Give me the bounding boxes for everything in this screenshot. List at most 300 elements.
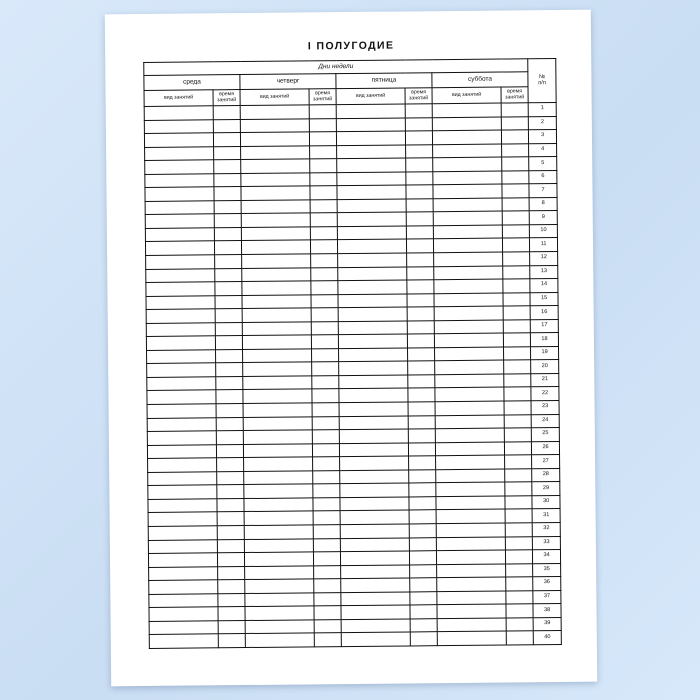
schedule-cell[interactable] (437, 591, 506, 605)
schedule-cell[interactable] (408, 429, 435, 443)
schedule-cell[interactable] (145, 241, 214, 255)
schedule-cell[interactable] (501, 103, 528, 117)
schedule-cell[interactable] (148, 485, 217, 499)
schedule-cell[interactable] (213, 133, 240, 147)
schedule-cell[interactable] (217, 485, 244, 499)
schedule-cell[interactable] (406, 226, 433, 240)
schedule-cell[interactable] (410, 605, 437, 619)
schedule-cell[interactable] (313, 511, 340, 525)
schedule-cell[interactable] (505, 509, 532, 523)
schedule-cell[interactable] (410, 578, 437, 592)
schedule-cell[interactable] (433, 144, 502, 158)
schedule-cell[interactable] (502, 157, 529, 171)
schedule-cell[interactable] (339, 402, 408, 416)
schedule-cell[interactable] (338, 307, 407, 321)
schedule-cell[interactable] (501, 130, 528, 144)
schedule-cell[interactable] (311, 294, 338, 308)
schedule-cell[interactable] (435, 388, 504, 402)
schedule-cell[interactable] (405, 131, 432, 145)
schedule-cell[interactable] (409, 537, 436, 551)
schedule-cell[interactable] (504, 387, 531, 401)
schedule-cell[interactable] (214, 146, 241, 160)
schedule-cell[interactable] (214, 160, 241, 174)
schedule-cell[interactable] (434, 279, 503, 293)
schedule-cell[interactable] (242, 322, 311, 336)
schedule-cell[interactable] (148, 499, 217, 513)
schedule-cell[interactable] (406, 185, 433, 199)
schedule-cell[interactable] (407, 253, 434, 267)
schedule-cell[interactable] (146, 336, 215, 350)
schedule-cell[interactable] (311, 267, 338, 281)
schedule-cell[interactable] (406, 171, 433, 185)
schedule-cell[interactable] (410, 632, 437, 646)
schedule-cell[interactable] (408, 375, 435, 389)
schedule-cell[interactable] (217, 539, 244, 553)
schedule-cell[interactable] (215, 336, 242, 350)
schedule-cell[interactable] (434, 252, 503, 266)
schedule-cell[interactable] (409, 497, 436, 511)
schedule-cell[interactable] (310, 240, 337, 254)
schedule-cell[interactable] (245, 633, 314, 647)
schedule-cell[interactable] (148, 458, 217, 472)
schedule-cell[interactable] (337, 185, 406, 199)
schedule-cell[interactable] (434, 347, 503, 361)
schedule-cell[interactable] (148, 526, 217, 540)
schedule-cell[interactable] (244, 538, 313, 552)
schedule-cell[interactable] (215, 282, 242, 296)
schedule-cell[interactable] (436, 482, 505, 496)
schedule-cell[interactable] (436, 537, 505, 551)
schedule-cell[interactable] (146, 309, 215, 323)
schedule-cell[interactable] (313, 538, 340, 552)
schedule-cell[interactable] (145, 146, 214, 160)
schedule-cell[interactable] (432, 117, 501, 131)
schedule-cell[interactable] (339, 361, 408, 375)
schedule-cell[interactable] (214, 227, 241, 241)
schedule-cell[interactable] (217, 553, 244, 567)
schedule-cell[interactable] (341, 619, 410, 633)
schedule-cell[interactable] (437, 564, 506, 578)
schedule-cell[interactable] (215, 322, 242, 336)
schedule-cell[interactable] (407, 293, 434, 307)
schedule-cell[interactable] (337, 226, 406, 240)
schedule-cell[interactable] (218, 607, 245, 621)
schedule-cell[interactable] (340, 551, 409, 565)
schedule-cell[interactable] (311, 335, 338, 349)
schedule-cell[interactable] (406, 212, 433, 226)
schedule-cell[interactable] (435, 428, 504, 442)
schedule-cell[interactable] (505, 496, 532, 510)
schedule-cell[interactable] (502, 238, 529, 252)
schedule-cell[interactable] (312, 430, 339, 444)
schedule-cell[interactable] (245, 579, 314, 593)
schedule-cell[interactable] (503, 320, 530, 334)
schedule-cell[interactable] (147, 377, 216, 391)
schedule-cell[interactable] (340, 456, 409, 470)
schedule-cell[interactable] (146, 268, 215, 282)
schedule-cell[interactable] (407, 280, 434, 294)
schedule-cell[interactable] (505, 523, 532, 537)
schedule-cell[interactable] (244, 552, 313, 566)
schedule-cell[interactable] (436, 455, 505, 469)
schedule-cell[interactable] (501, 116, 528, 130)
schedule-cell[interactable] (147, 431, 216, 445)
schedule-cell[interactable] (432, 130, 501, 144)
schedule-cell[interactable] (244, 484, 313, 498)
schedule-cell[interactable] (245, 620, 314, 634)
schedule-cell[interactable] (242, 281, 311, 295)
schedule-cell[interactable] (242, 308, 311, 322)
schedule-cell[interactable] (245, 565, 314, 579)
schedule-cell[interactable] (149, 566, 218, 580)
schedule-cell[interactable] (506, 618, 533, 632)
schedule-cell[interactable] (311, 321, 338, 335)
schedule-cell[interactable] (144, 133, 213, 147)
schedule-cell[interactable] (244, 525, 313, 539)
schedule-cell[interactable] (240, 105, 309, 119)
schedule-cell[interactable] (503, 265, 530, 279)
schedule-cell[interactable] (436, 523, 505, 537)
schedule-cell[interactable] (243, 403, 312, 417)
schedule-cell[interactable] (314, 579, 341, 593)
schedule-cell[interactable] (503, 347, 530, 361)
schedule-cell[interactable] (502, 198, 529, 212)
schedule-cell[interactable] (241, 173, 310, 187)
schedule-cell[interactable] (341, 578, 410, 592)
schedule-cell[interactable] (243, 444, 312, 458)
schedule-cell[interactable] (339, 375, 408, 389)
schedule-cell[interactable] (437, 577, 506, 591)
schedule-cell[interactable] (145, 187, 214, 201)
schedule-cell[interactable] (147, 444, 216, 458)
schedule-cell[interactable] (338, 253, 407, 267)
schedule-cell[interactable] (503, 333, 530, 347)
schedule-cell[interactable] (434, 320, 503, 334)
schedule-cell[interactable] (312, 443, 339, 457)
schedule-cell[interactable] (149, 634, 218, 648)
schedule-cell[interactable] (310, 213, 337, 227)
schedule-cell[interactable] (149, 593, 218, 607)
schedule-cell[interactable] (506, 577, 533, 591)
schedule-cell[interactable] (216, 376, 243, 390)
schedule-cell[interactable] (312, 348, 339, 362)
schedule-cell[interactable] (502, 143, 529, 157)
schedule-cell[interactable] (407, 307, 434, 321)
schedule-cell[interactable] (410, 564, 437, 578)
schedule-cell[interactable] (504, 441, 531, 455)
schedule-cell[interactable] (338, 334, 407, 348)
schedule-cell[interactable] (215, 255, 242, 269)
schedule-cell[interactable] (506, 563, 533, 577)
schedule-cell[interactable] (244, 457, 313, 471)
schedule-cell[interactable] (337, 145, 406, 159)
schedule-cell[interactable] (311, 254, 338, 268)
schedule-cell[interactable] (312, 376, 339, 390)
schedule-cell[interactable] (314, 633, 341, 647)
schedule-cell[interactable] (245, 606, 314, 620)
schedule-cell[interactable] (312, 389, 339, 403)
schedule-cell[interactable] (434, 333, 503, 347)
schedule-cell[interactable] (338, 267, 407, 281)
schedule-cell[interactable] (242, 295, 311, 309)
schedule-cell[interactable] (313, 497, 340, 511)
schedule-cell[interactable] (244, 471, 313, 485)
schedule-cell[interactable] (243, 349, 312, 363)
schedule-cell[interactable] (217, 471, 244, 485)
schedule-cell[interactable] (433, 171, 502, 185)
schedule-cell[interactable] (216, 431, 243, 445)
schedule-cell[interactable] (213, 119, 240, 133)
schedule-cell[interactable] (215, 295, 242, 309)
schedule-cell[interactable] (505, 469, 532, 483)
schedule-cell[interactable] (218, 593, 245, 607)
schedule-cell[interactable] (144, 106, 213, 120)
schedule-cell[interactable] (241, 227, 310, 241)
schedule-cell[interactable] (217, 512, 244, 526)
schedule-cell[interactable] (243, 389, 312, 403)
schedule-cell[interactable] (336, 104, 405, 118)
schedule-cell[interactable] (216, 363, 243, 377)
schedule-cell[interactable] (505, 536, 532, 550)
schedule-cell[interactable] (504, 414, 531, 428)
schedule-cell[interactable] (216, 404, 243, 418)
schedule-cell[interactable] (241, 240, 310, 254)
schedule-cell[interactable] (313, 525, 340, 539)
schedule-cell[interactable] (214, 187, 241, 201)
schedule-cell[interactable] (243, 430, 312, 444)
schedule-cell[interactable] (215, 268, 242, 282)
schedule-cell[interactable] (241, 159, 310, 173)
schedule-cell[interactable] (435, 401, 504, 415)
schedule-cell[interactable] (217, 458, 244, 472)
schedule-cell[interactable] (503, 252, 530, 266)
schedule-cell[interactable] (341, 565, 410, 579)
schedule-cell[interactable] (311, 281, 338, 295)
schedule-cell[interactable] (310, 159, 337, 173)
schedule-cell[interactable] (147, 363, 216, 377)
schedule-cell[interactable] (339, 443, 408, 457)
schedule-cell[interactable] (505, 550, 532, 564)
schedule-cell[interactable] (433, 184, 502, 198)
schedule-cell[interactable] (504, 401, 531, 415)
schedule-cell[interactable] (408, 402, 435, 416)
schedule-cell[interactable] (504, 360, 531, 374)
schedule-cell[interactable] (433, 198, 502, 212)
schedule-cell[interactable] (145, 174, 214, 188)
schedule-cell[interactable] (337, 158, 406, 172)
schedule-cell[interactable] (502, 171, 529, 185)
schedule-cell[interactable] (241, 186, 310, 200)
schedule-cell[interactable] (340, 510, 409, 524)
schedule-cell[interactable] (309, 105, 336, 119)
schedule-cell[interactable] (147, 390, 216, 404)
schedule-cell[interactable] (214, 200, 241, 214)
schedule-cell[interactable] (340, 524, 409, 538)
schedule-cell[interactable] (503, 279, 530, 293)
schedule-cell[interactable] (309, 132, 336, 146)
schedule-cell[interactable] (240, 132, 309, 146)
schedule-cell[interactable] (146, 323, 215, 337)
schedule-cell[interactable] (148, 539, 217, 553)
schedule-cell[interactable] (340, 537, 409, 551)
schedule-cell[interactable] (339, 388, 408, 402)
schedule-cell[interactable] (341, 632, 410, 646)
schedule-cell[interactable] (339, 416, 408, 430)
schedule-cell[interactable] (312, 362, 339, 376)
schedule-cell[interactable] (312, 403, 339, 417)
schedule-cell[interactable] (408, 415, 435, 429)
schedule-cell[interactable] (406, 239, 433, 253)
schedule-cell[interactable] (242, 254, 311, 268)
schedule-cell[interactable] (337, 172, 406, 186)
schedule-cell[interactable] (406, 199, 433, 213)
schedule-cell[interactable] (406, 158, 433, 172)
schedule-cell[interactable] (410, 591, 437, 605)
schedule-cell[interactable] (242, 335, 311, 349)
schedule-cell[interactable] (218, 580, 245, 594)
schedule-cell[interactable] (435, 360, 504, 374)
schedule-cell[interactable] (337, 199, 406, 213)
schedule-cell[interactable] (435, 442, 504, 456)
schedule-cell[interactable] (505, 455, 532, 469)
schedule-cell[interactable] (410, 618, 437, 632)
schedule-cell[interactable] (433, 225, 502, 239)
schedule-cell[interactable] (310, 227, 337, 241)
schedule-cell[interactable] (405, 117, 432, 131)
schedule-cell[interactable] (437, 618, 506, 632)
schedule-cell[interactable] (241, 146, 310, 160)
schedule-cell[interactable] (434, 266, 503, 280)
schedule-cell[interactable] (311, 308, 338, 322)
schedule-cell[interactable] (146, 255, 215, 269)
schedule-cell[interactable] (214, 241, 241, 255)
schedule-cell[interactable] (309, 118, 336, 132)
schedule-cell[interactable] (214, 173, 241, 187)
schedule-cell[interactable] (147, 404, 216, 418)
schedule-cell[interactable] (314, 619, 341, 633)
schedule-cell[interactable] (144, 119, 213, 133)
schedule-cell[interactable] (340, 483, 409, 497)
schedule-cell[interactable] (214, 214, 241, 228)
schedule-cell[interactable] (245, 593, 314, 607)
schedule-cell[interactable] (409, 551, 436, 565)
schedule-cell[interactable] (146, 282, 215, 296)
schedule-cell[interactable] (338, 321, 407, 335)
schedule-cell[interactable] (240, 118, 309, 132)
schedule-cell[interactable] (147, 417, 216, 431)
schedule-cell[interactable] (243, 416, 312, 430)
schedule-cell[interactable] (145, 160, 214, 174)
schedule-cell[interactable] (336, 118, 405, 132)
schedule-cell[interactable] (313, 484, 340, 498)
schedule-cell[interactable] (310, 145, 337, 159)
schedule-cell[interactable] (433, 239, 502, 253)
schedule-cell[interactable] (434, 306, 503, 320)
schedule-cell[interactable] (436, 469, 505, 483)
schedule-cell[interactable] (341, 605, 410, 619)
schedule-cell[interactable] (408, 348, 435, 362)
schedule-cell[interactable] (505, 482, 532, 496)
schedule-cell[interactable] (149, 580, 218, 594)
schedule-cell[interactable] (506, 631, 533, 645)
schedule-cell[interactable] (213, 106, 240, 120)
schedule-cell[interactable] (310, 186, 337, 200)
schedule-cell[interactable] (405, 104, 432, 118)
schedule-cell[interactable] (437, 631, 506, 645)
schedule-cell[interactable] (409, 510, 436, 524)
schedule-cell[interactable] (241, 200, 310, 214)
schedule-cell[interactable] (313, 457, 340, 471)
schedule-cell[interactable] (242, 267, 311, 281)
schedule-cell[interactable] (436, 550, 505, 564)
schedule-cell[interactable] (409, 483, 436, 497)
schedule-cell[interactable] (408, 442, 435, 456)
schedule-cell[interactable] (503, 306, 530, 320)
schedule-cell[interactable] (433, 157, 502, 171)
schedule-cell[interactable] (336, 131, 405, 145)
schedule-cell[interactable] (435, 374, 504, 388)
schedule-cell[interactable] (408, 361, 435, 375)
schedule-cell[interactable] (310, 199, 337, 213)
schedule-cell[interactable] (145, 228, 214, 242)
schedule-cell[interactable] (145, 214, 214, 228)
schedule-cell[interactable] (506, 590, 533, 604)
schedule-cell[interactable] (407, 320, 434, 334)
schedule-cell[interactable] (340, 470, 409, 484)
schedule-cell[interactable] (436, 509, 505, 523)
schedule-cell[interactable] (409, 524, 436, 538)
schedule-cell[interactable] (337, 212, 406, 226)
schedule-cell[interactable] (244, 498, 313, 512)
schedule-cell[interactable] (148, 472, 217, 486)
schedule-cell[interactable] (243, 362, 312, 376)
schedule-cell[interactable] (217, 498, 244, 512)
schedule-cell[interactable] (435, 415, 504, 429)
schedule-cell[interactable] (215, 309, 242, 323)
schedule-cell[interactable] (147, 350, 216, 364)
schedule-cell[interactable] (218, 566, 245, 580)
schedule-cell[interactable] (216, 417, 243, 431)
schedule-cell[interactable] (502, 211, 529, 225)
schedule-cell[interactable] (337, 239, 406, 253)
schedule-cell[interactable] (504, 428, 531, 442)
schedule-cell[interactable] (408, 388, 435, 402)
schedule-cell[interactable] (218, 634, 245, 648)
schedule-cell[interactable] (216, 349, 243, 363)
schedule-cell[interactable] (310, 172, 337, 186)
schedule-cell[interactable] (314, 606, 341, 620)
schedule-cell[interactable] (217, 525, 244, 539)
schedule-cell[interactable] (339, 429, 408, 443)
schedule-cell[interactable] (506, 604, 533, 618)
schedule-cell[interactable] (341, 592, 410, 606)
schedule-cell[interactable] (216, 444, 243, 458)
schedule-cell[interactable] (244, 511, 313, 525)
schedule-cell[interactable] (218, 620, 245, 634)
schedule-cell[interactable] (314, 565, 341, 579)
schedule-cell[interactable] (340, 497, 409, 511)
schedule-cell[interactable] (312, 416, 339, 430)
schedule-cell[interactable] (407, 334, 434, 348)
schedule-cell[interactable] (437, 604, 506, 618)
schedule-cell[interactable] (409, 469, 436, 483)
schedule-cell[interactable] (436, 496, 505, 510)
schedule-cell[interactable] (409, 456, 436, 470)
schedule-cell[interactable] (149, 621, 218, 635)
schedule-cell[interactable] (145, 201, 214, 215)
schedule-cell[interactable] (313, 470, 340, 484)
schedule-cell[interactable] (243, 376, 312, 390)
